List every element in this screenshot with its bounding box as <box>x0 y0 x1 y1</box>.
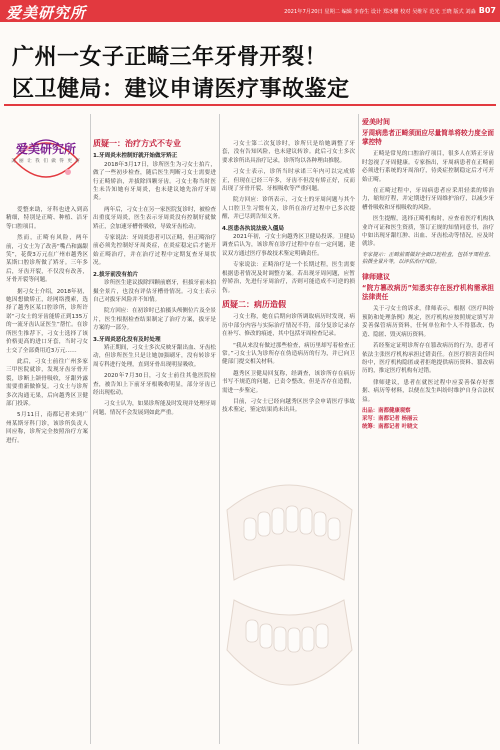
intro-paragraph: 5月11日，南都记者来到广州某斯牙科门诊，该诊所负责人回应称，诊所完全按照治疗方案进行。 <box>6 412 88 444</box>
right-paragraph: 医生提醒，选择正畸机构时，应查看医疗机构执业许可证和医生资质，签订正规的知情同意书，治疗中如出现牙龈红肿、出血、牙齿松动等情况，应及时就诊。 <box>362 216 494 248</box>
section1-paragraph: 两年后，刁女士在另一家医院复诊时，被检查出重度牙周炎，医生表示牙周炎没有控制好就做矫正，会加速牙槽骨吸收，导致牙齿松动。 <box>93 206 216 230</box>
section1-paragraph: 2020年7月30日，刁女士前往其他医院检查，被告知上下前牙牙根吸收明显，部分牙齿已经出现松动。 <box>93 373 216 396</box>
teeth-illustration-icon <box>222 470 357 740</box>
right-column <box>362 118 494 431</box>
column-divider <box>358 114 359 744</box>
intro-column <box>6 206 88 448</box>
logo-subtitle: 美 丽 让 我 们 做 得 更 好 <box>10 159 82 164</box>
section1-paragraph: 2018年3月17日，诊所医生为刁女士拍片，做了一些初步检查，随后医生判断刁女士需要进行正畸矫治，并拔除四颗牙齿。刁女士称当时医生未告知她有牙周炎，也未建议她先治疗牙周炎。 <box>93 161 216 202</box>
section2-title: 质疑二：病历造假 <box>222 299 286 309</box>
right-headline-2: “院方篡改病历”知悉实存在医疗机构需承担法律责任 <box>362 284 494 301</box>
date-line <box>284 6 496 15</box>
intro-paragraph: 据刁女士介绍，2018年初，她因想做矫正，经网络搜索，选择了越秀区某口腔诊所，诊所许诺“刁女士的牙齿能矫正到135万的一流牙齿认证医生”帮忙。在诊所医生推荐下，刁女士选择了该价格更高的进口牙套，当时刁女士交了全部费用近3万元…… <box>6 288 88 354</box>
right-paragraph: 律师建议，患者在就医过程中应妥善保存好票据、病历等材料，以便在发生纠纷时维护自身合法权益。 <box>362 379 494 403</box>
section2-paragraph: 刁女士表示，诊所当时承诺三年内可以完成矫正，但现在已经三年多，牙齿不但没有矫正好，反而出现了牙骨开裂、牙根吸收等严重问题。 <box>222 169 355 193</box>
right-paragraph: 关于刁女士的诉求，律师表示，根据《医疗纠纷预防和处理条例》规定，医疗机构应按照规定填写并妥善保管病历资料，任何单位和个人不得篡改、伪造、隐匿、毁灭病历资料。 <box>362 306 494 338</box>
intro-paragraph: 此后，刁女士前往广州多家三甲医院就诊，发现牙齿牙骨开裂，诊断上颌骨吸收，牙龈外露需要重新做修复。刁女士与诊所多次沟通无果，后向越秀区卫健部门投诉。 <box>6 358 88 407</box>
right-paragraph: 正畸是常见的口腔治疗项目，很多人在矫正牙齿时忽视了牙周健康。专家指出，牙周病患者在正畸前必须进行系统的牙周治疗，待炎症控制稳定后才可开始正畸。 <box>362 151 494 183</box>
top-bar <box>0 0 500 22</box>
column-title: 爱美研究所 <box>6 4 87 22</box>
section2-paragraph: 专家说法：正畸治疗是一个长期过程，医生需要根据患者情况及时调整方案。若出现牙周问题，应暂停矫治，先进行牙周治疗，否则可能造成不可逆的损伤。 <box>222 262 355 294</box>
section1-column <box>93 140 216 420</box>
section1-title: 质疑一：治疗方式不专业 <box>93 139 181 148</box>
right-section-label: 爱美时间 <box>362 118 390 126</box>
intro-paragraph: 爱整来助，牙科也进入到高精细，特别是正畸、种植、洁牙等口腔项目。 <box>6 207 88 230</box>
section1-sub2: 2.拔牙前没有拍片 <box>93 271 139 278</box>
right-paragraph: 若经鉴定证明诊所存在篡改病历的行为，患者可依法主张医疗机构承担过错责任。在医疗损害责任纠纷中，医疗机构隐匿或者拒绝提供病历资料、篡改病历的，推定医疗机构有过错。 <box>362 343 494 375</box>
intro-paragraph: 然而，正畸有风险，两年前，刁女士为了改善“嘴凸和露龈笑”，花费3万元在广州市越秀区某斯口腔诊所做了矫牙。三年多后，牙齿开裂，不仅没有改善，牙骨开裂等问题。 <box>6 235 88 284</box>
section2-sub: 4.医患各执说法致入僵局 <box>222 225 284 232</box>
date-text: 2021年7月20日 星期二 编辑 李春生 设计 郑冰樱 校对 吴维军 范光 王晓 版式 刘淼 <box>284 9 476 15</box>
logo-text: 爱美研究所 <box>15 142 76 156</box>
column-divider <box>219 114 220 744</box>
page-number: B07 <box>478 6 496 15</box>
headline-line-1: 广州一女子正畸三年牙骨开裂！ <box>12 44 328 70</box>
expert-note: 专家提示：正畸前需做好全面口腔检查，包括牙周检查、拍摄全景片等，以评估治疗风险。 <box>362 251 494 266</box>
section2-paragraph: 刁女士称，她在后期向诊所调取病历时发现，病历中部分内容与实际治疗情况不符，部分复诊记录存在补写、修改的痕迹，其中包括牙周检查记录。 <box>222 314 355 338</box>
section1-sub3: 3.牙周炎恶化没有及时处理 <box>93 336 161 343</box>
reporter-line: 采写：南都记者 杨丽云 <box>362 415 418 422</box>
section2-column <box>222 140 355 418</box>
reporter-line: 统筹：南都记者 叶晓文 <box>362 423 418 430</box>
section1-paragraph: 矫正期间，刁女士多次反映牙龈出血、牙齿松动，但诊所医生只是让她加强刷牙，没有转诊牙周专科进行处理，直到牙骨出现明显吸收。 <box>93 344 216 368</box>
headline-line-2: 区卫健局：建议申请医疗事故鉴定 <box>12 76 350 102</box>
section2-paragraph: “我从来没有做过那些检查，病历里却写着检查正常。”刁女士认为诊所存在伪造病历的行为，并已向卫健部门提交相关材料。 <box>222 342 355 366</box>
section1-paragraph: 刁女士认为，如果诊所能及时发现并处理牙周问题，情况不会发展到如此严重。 <box>93 401 216 416</box>
section1-sub1: 1.牙周炎未控制好就开始做牙矫正 <box>93 153 178 160</box>
column-divider <box>90 114 91 744</box>
section1-paragraph: 诊所医生建议拔除四颗前磨牙，但拔牙前未拍摄全景片，也没有评估牙槽骨情况。刁女士表示自己对拔牙风险并不知情。 <box>93 280 216 303</box>
right-paragraph: 在正畸过程中，牙周病患者应采用轻柔的矫治力，缩短疗程，并定期进行牙周维护治疗，以减少牙槽骨吸收和牙根吸收的风险。 <box>362 188 494 211</box>
section1-paragraph: 院方回应：在初诊时已拍摄头颅侧位片及全景片，医生根据检查结果制定了治疗方案，拔牙是方案的一部分。 <box>93 308 216 332</box>
section2-paragraph: 刁女士第二次复诊时，诊所只是给她调整了牙套，没有告知风险，也未建议转诊。此后刁女士多次要求诊所出具治疗记录，诊所均以各种理由推脱。 <box>222 141 355 164</box>
section2-paragraph: 越秀区卫健局回复称，经调查，该诊所存在病历书写不规范的问题，已责令整改，但是否存在造假，需进一步鉴定。 <box>222 370 355 394</box>
reporter-label: 出品：南都健康观察 <box>362 407 411 414</box>
section2-paragraph: 目前，刁女士已经向越秀区医学会申请医疗事故技术鉴定，鉴定结果尚未出具。 <box>222 398 355 414</box>
section2-paragraph: 院方回应：诊所表示，刁女士的牙周问题与其个人口腔卫生习惯有关，诊所在治疗过程中已多次提醒，并已尽到告知义务。 <box>222 197 355 221</box>
section2-paragraph: 2021年初，刁女士向越秀区卫健局投诉。卫健局调查后认为，该诊所在诊疗过程中存在一定问题，建议双方通过医疗事故技术鉴定明确责任。 <box>222 234 355 257</box>
right-headline-1: 牙周病患者正畸须面应尽量简单将较力度全面掌控特 <box>362 129 494 146</box>
section1-paragraph: 专家说法：牙周炎患者可以正畸，但正畸治疗前必须先控制好牙周炎症，在炎症稳定后才能开始正畸治疗，并在治疗过程中定期复查牙周状况。 <box>93 235 216 267</box>
lawyer-label: 律师建议 <box>362 273 390 282</box>
headline-rule <box>4 104 496 106</box>
